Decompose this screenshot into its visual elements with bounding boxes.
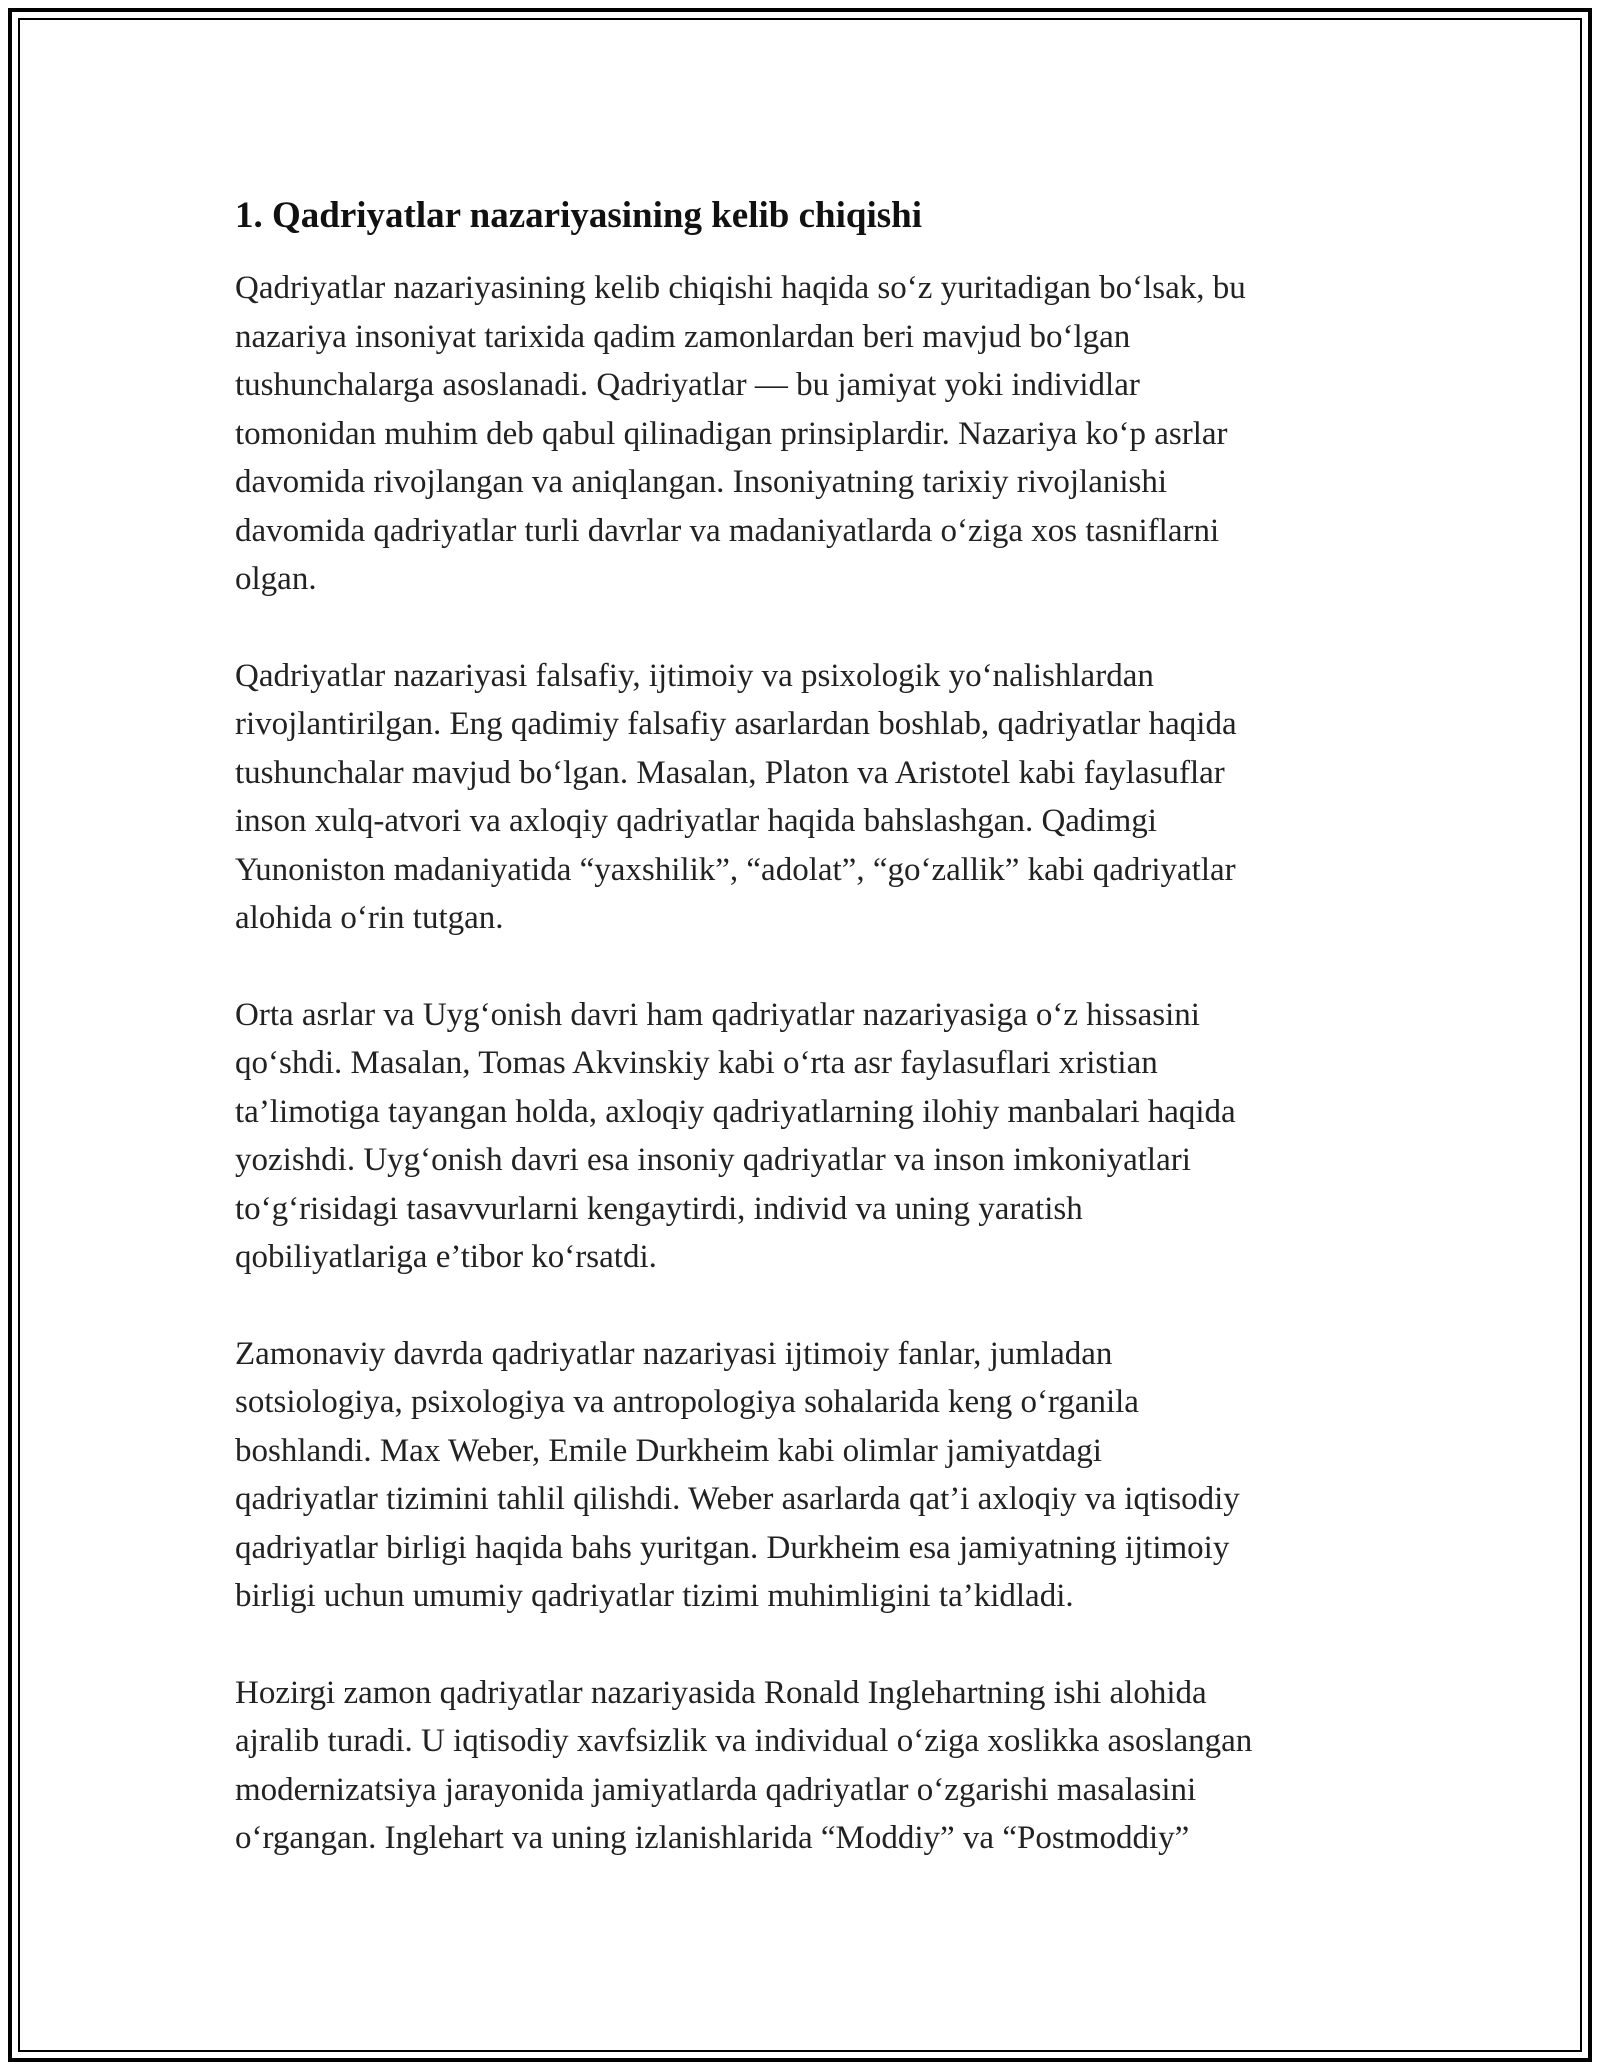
paragraph-2: Qadriyatlar nazariyasi falsafiy, ijtimoiy va psixologik yo‘nalishlardan rivojlantirilgan. Eng qadimiy falsafiy asarlardan boshlab, qadriyatlar haqida tushunchalar mavjud bo‘lgan. Masalan, Platon va Aristotel kabi faylasuflar inson xulq-atvori va axloqiy qadriyatlar haqida bahslashgan. Qadimgi Yunoniston madaniyatida “yaxshilik”, “adolat”, “go‘zallik” kabi qadriyatlar alohida o‘rin tutgan. (235, 657, 1237, 936)
paragraph-1: Qadriyatlar nazariyasining kelib chiqishi haqida so‘z yuritadigan bo‘lsak, bu nazariya insoniyat tarixida qadim zamonlardan beri mavjud bo‘lgan tushunchalarga asoslanadi. Qadriyatlar — bu jamiyat yoki individlar tomonidan muhim deb qabul qilinadigan prinsiplardir. Nazariya ko‘p asrlar davomida rivojlangan va aniqlangan. Insoniyatning tarixiy rivojlanishi davomida qadriyatlar turli davrlar va madaniyatlarda o‘ziga xos tasniflarni olgan. (235, 270, 1246, 597)
document-body (235, 188, 1395, 1911)
paragraph-5: Hozirgi zamon qadriyatlar nazariyasida Ronald Inglehartning ishi alohida ajralib turadi. U iqtisodiy xavfsizlik va individual o‘ziga xoslikka asoslangan modernizatsiya jarayonida jamiyatlarda qadriyatlar o‘zgarishi masalasini o‘rgangan. Inglehart va uning izlanishlarida “Moddiy” va “Postmoddiy” (235, 1674, 1253, 1856)
section-heading: 1. Qadriyatlar nazariyasining kelib chiqishi (235, 195, 923, 236)
paragraph-4: Zamonaviy davrda qadriyatlar nazariyasi ijtimoiy fanlar, jumladan sotsiologiya, psixologiya va antropologiya sohalarida keng o‘rganila boshlandi. Max Weber, Emile Durkheim kabi olimlar jamiyatdagi qadriyatlar tizimini tahlil qilishdi. Weber asarlarda qat’i axloqiy va iqtisodiy qadriyatlar birligi haqida bahs yuritgan. Durkheim esa jamiyatning ijtimoiy birligi uchun umumiy qadriyatlar tizimi muhimligini ta’kidladi. (235, 1335, 1240, 1614)
paragraph-3: Orta asrlar va Uyg‘onish davri ham qadriyatlar nazariyasiga o‘z hissasini qo‘shdi. Masalan, Tomas Akvinskiy kabi o‘rta asr faylasuflari xristian ta’limotiga tayangan holda, axloqiy qadriyatlarning ilohiy manbalari haqida yozishdi. Uyg‘onish davri esa insoniy qadriyatlar va inson imkoniyatlari to‘g‘risidagi tasavvurlarni kengaytirdi, individ va uning yaratish qobiliyatlariga e’tibor ko‘rsatdi. (235, 996, 1236, 1275)
